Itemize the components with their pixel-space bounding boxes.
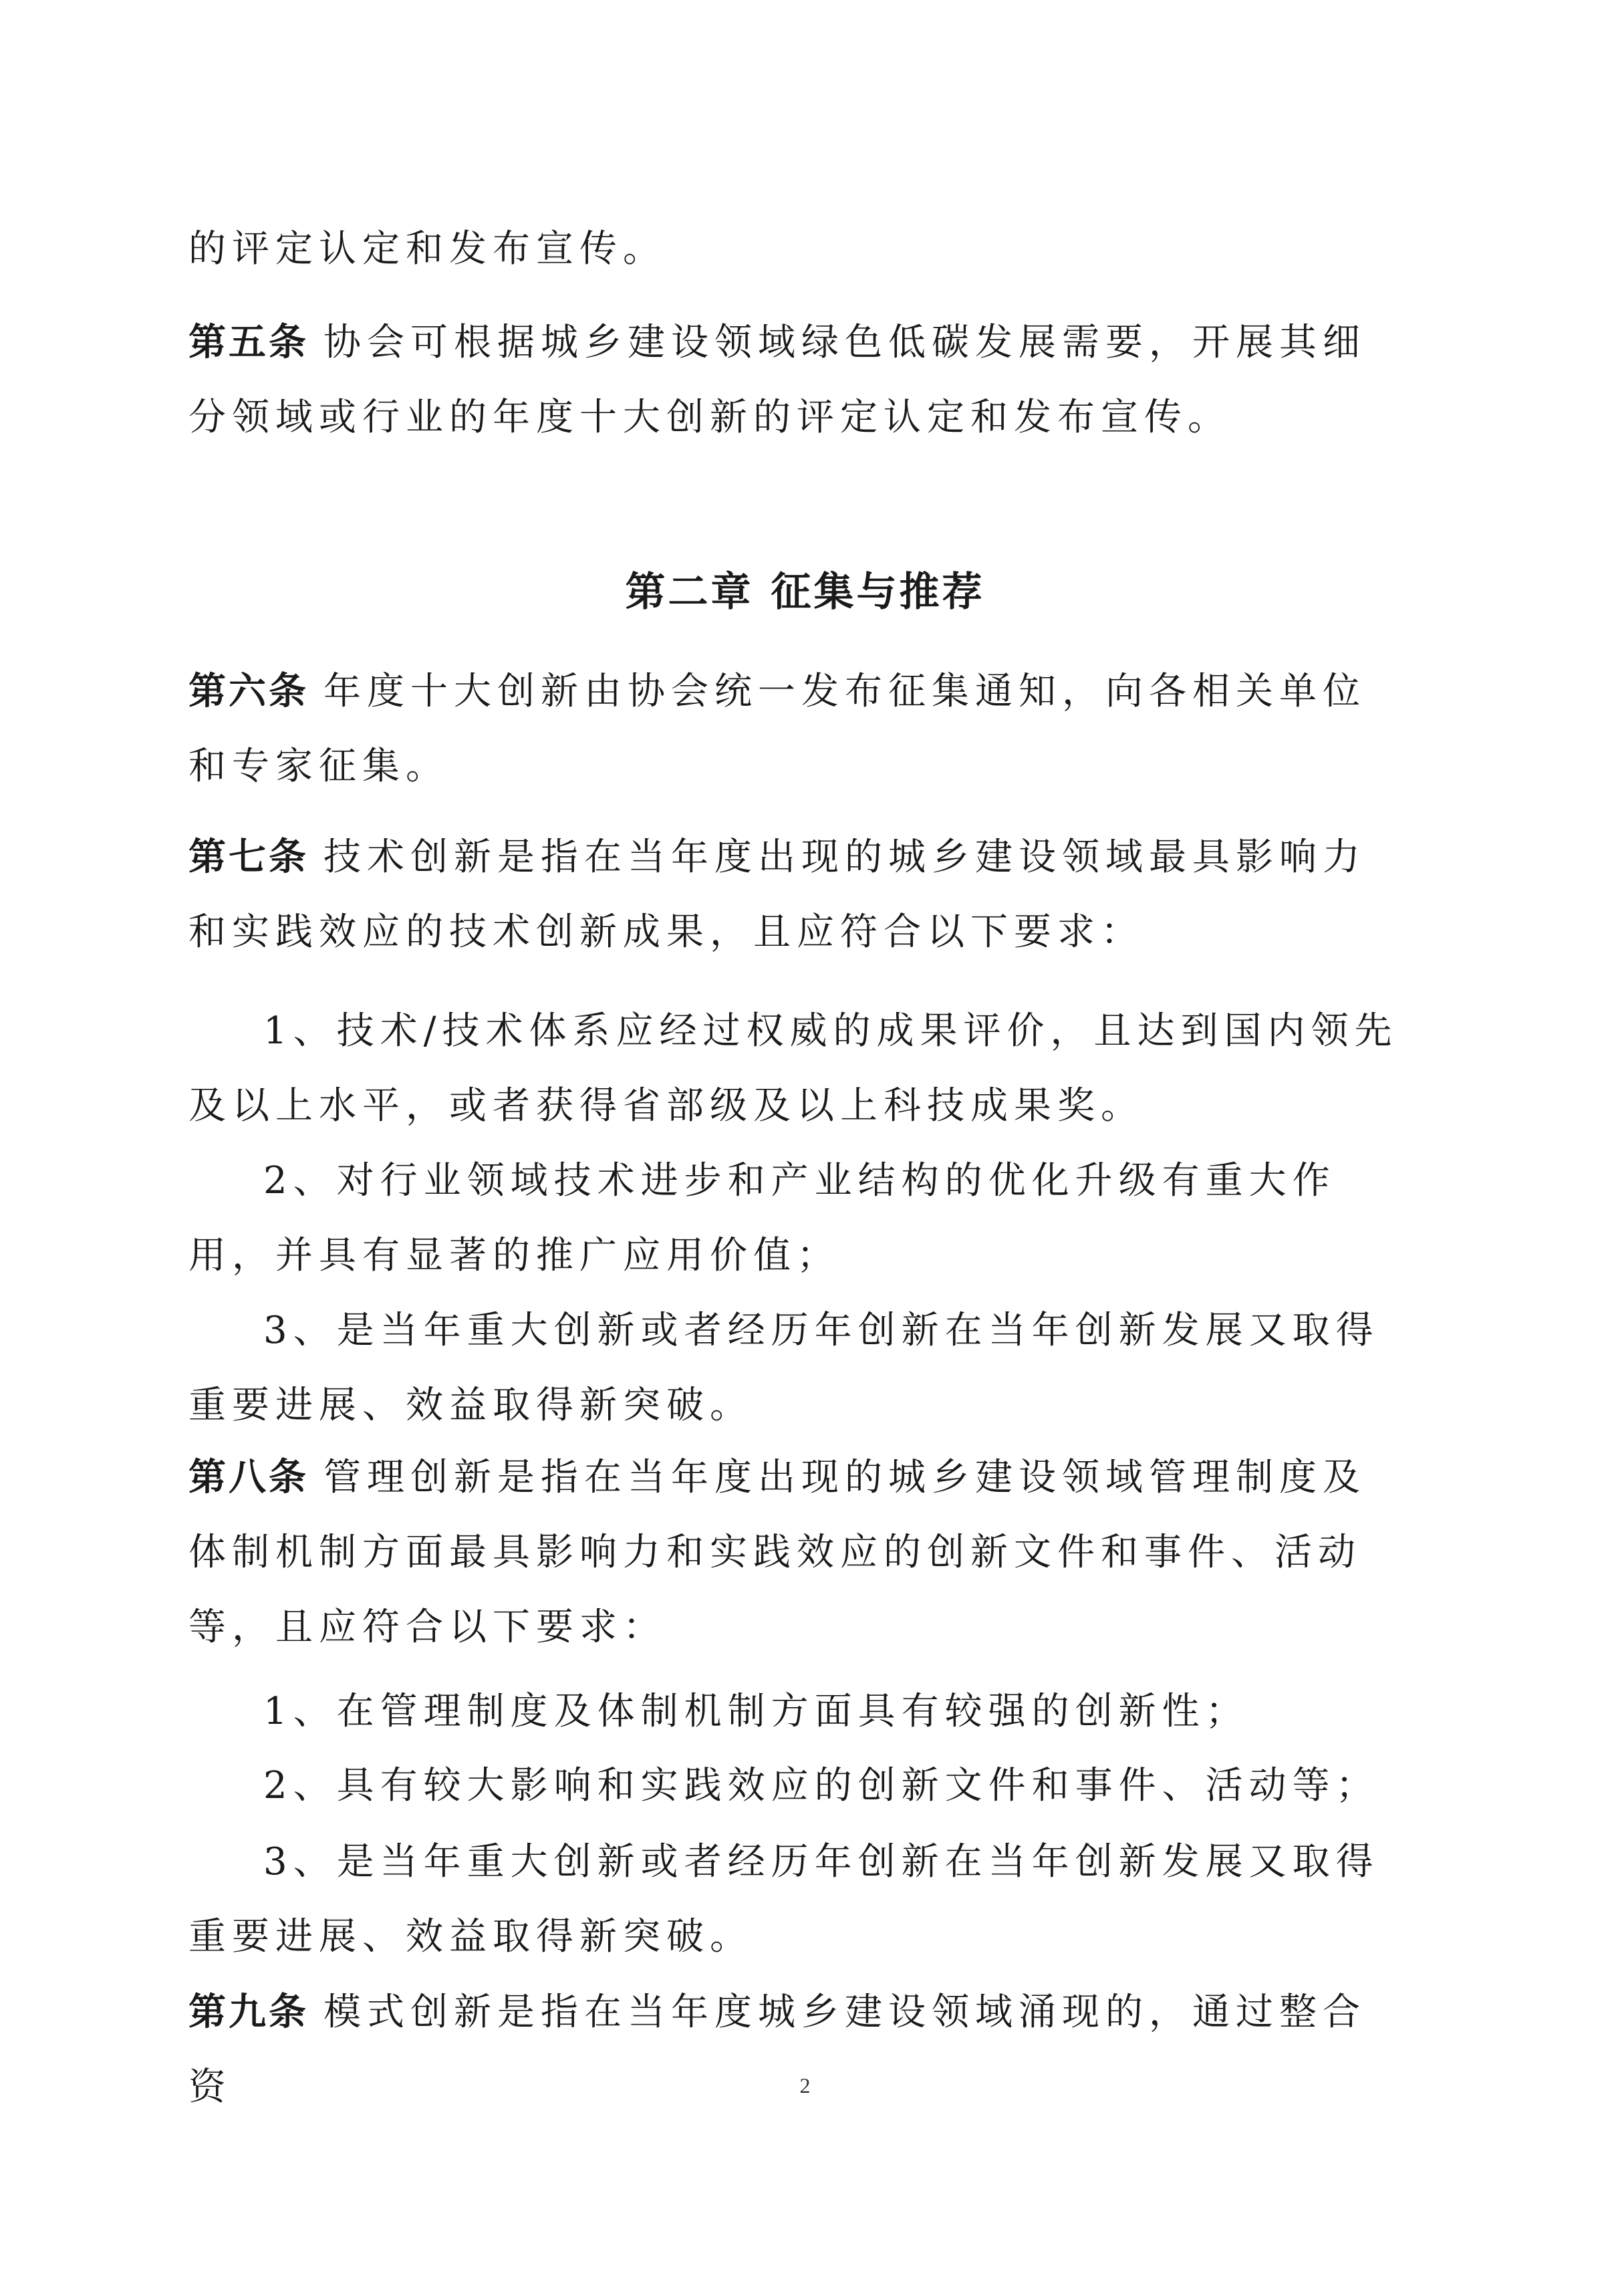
list-item <box>188 1825 1398 1974</box>
list-item-text: 2、对行业领域技术进步和产业结构的优化升级有重大作用，并具有显著的推广应用价值； <box>188 1159 1336 1277</box>
article-label: 第六条 <box>188 670 309 713</box>
article-label: 第五条 <box>188 321 309 364</box>
list-item-text: 1、在管理制度及体制机制方面具有较强的创新性； <box>263 1690 1249 1733</box>
chapter-title: 征集与推荐 <box>771 569 985 616</box>
chapter-number: 第二章 <box>625 569 754 616</box>
article-text: 模式创新是指在当年度城乡建设领域涌现的，通过整合资 <box>188 1991 1366 2109</box>
list-item <box>188 1674 1398 1749</box>
article-text: 管理创新是指在当年度出现的城乡建设领域管理制度及体制机制方面最具影响力和实践效应的创新文件和事件、活动等，且应符合以下要求： <box>188 1456 1366 1649</box>
article-label: 第七条 <box>188 836 309 879</box>
chapter-heading <box>0 560 1610 618</box>
paragraph-text: 的评定认定和发布宣传。 <box>188 227 666 271</box>
list-item <box>188 1144 1398 1293</box>
article-text: 技术创新是指在当年度出现的城乡建设领域最具影响力和实践效应的技术创新成果，且应符合以下要求： <box>188 836 1366 954</box>
article-text: 年度十大创新由协会统一发布征集通知，向各相关单位和专家征集。 <box>188 670 1366 788</box>
list-item <box>188 994 1398 1144</box>
article-9 <box>188 1975 1398 2125</box>
list-item-text: 2、具有较大影响和实践效应的创新文件和事件、活动等； <box>263 1764 1379 1807</box>
list-item <box>188 1293 1398 1443</box>
list-item <box>188 1749 1398 1823</box>
article-7 <box>188 820 1398 970</box>
paragraph-continuation <box>188 212 1398 287</box>
article-6 <box>188 654 1398 804</box>
article-8 <box>188 1440 1398 1665</box>
list-item-text: 3、是当年重大创新或者经历年创新在当年创新发展又取得重要进展、效益取得新突破。 <box>188 1840 1379 1958</box>
article-label: 第八条 <box>188 1456 309 1499</box>
article-label: 第九条 <box>188 1991 309 2034</box>
page-number: 2 <box>799 2073 811 2097</box>
list-item-text: 3、是当年重大创新或者经历年创新在当年创新发展又取得重要进展、效益取得新突破。 <box>188 1309 1379 1427</box>
article-5 <box>188 305 1398 455</box>
article-text: 协会可根据城乡建设领域绿色低碳发展需要，开展其细分领域或行业的年度十大创新的评定认定和发布宣传。 <box>188 321 1366 439</box>
list-item-text: 1、技术/技术体系应经过权威的成果评价，且达到国内领先及以上水平，或者获得省部级及以上科技成果奖。 <box>188 1009 1398 1128</box>
